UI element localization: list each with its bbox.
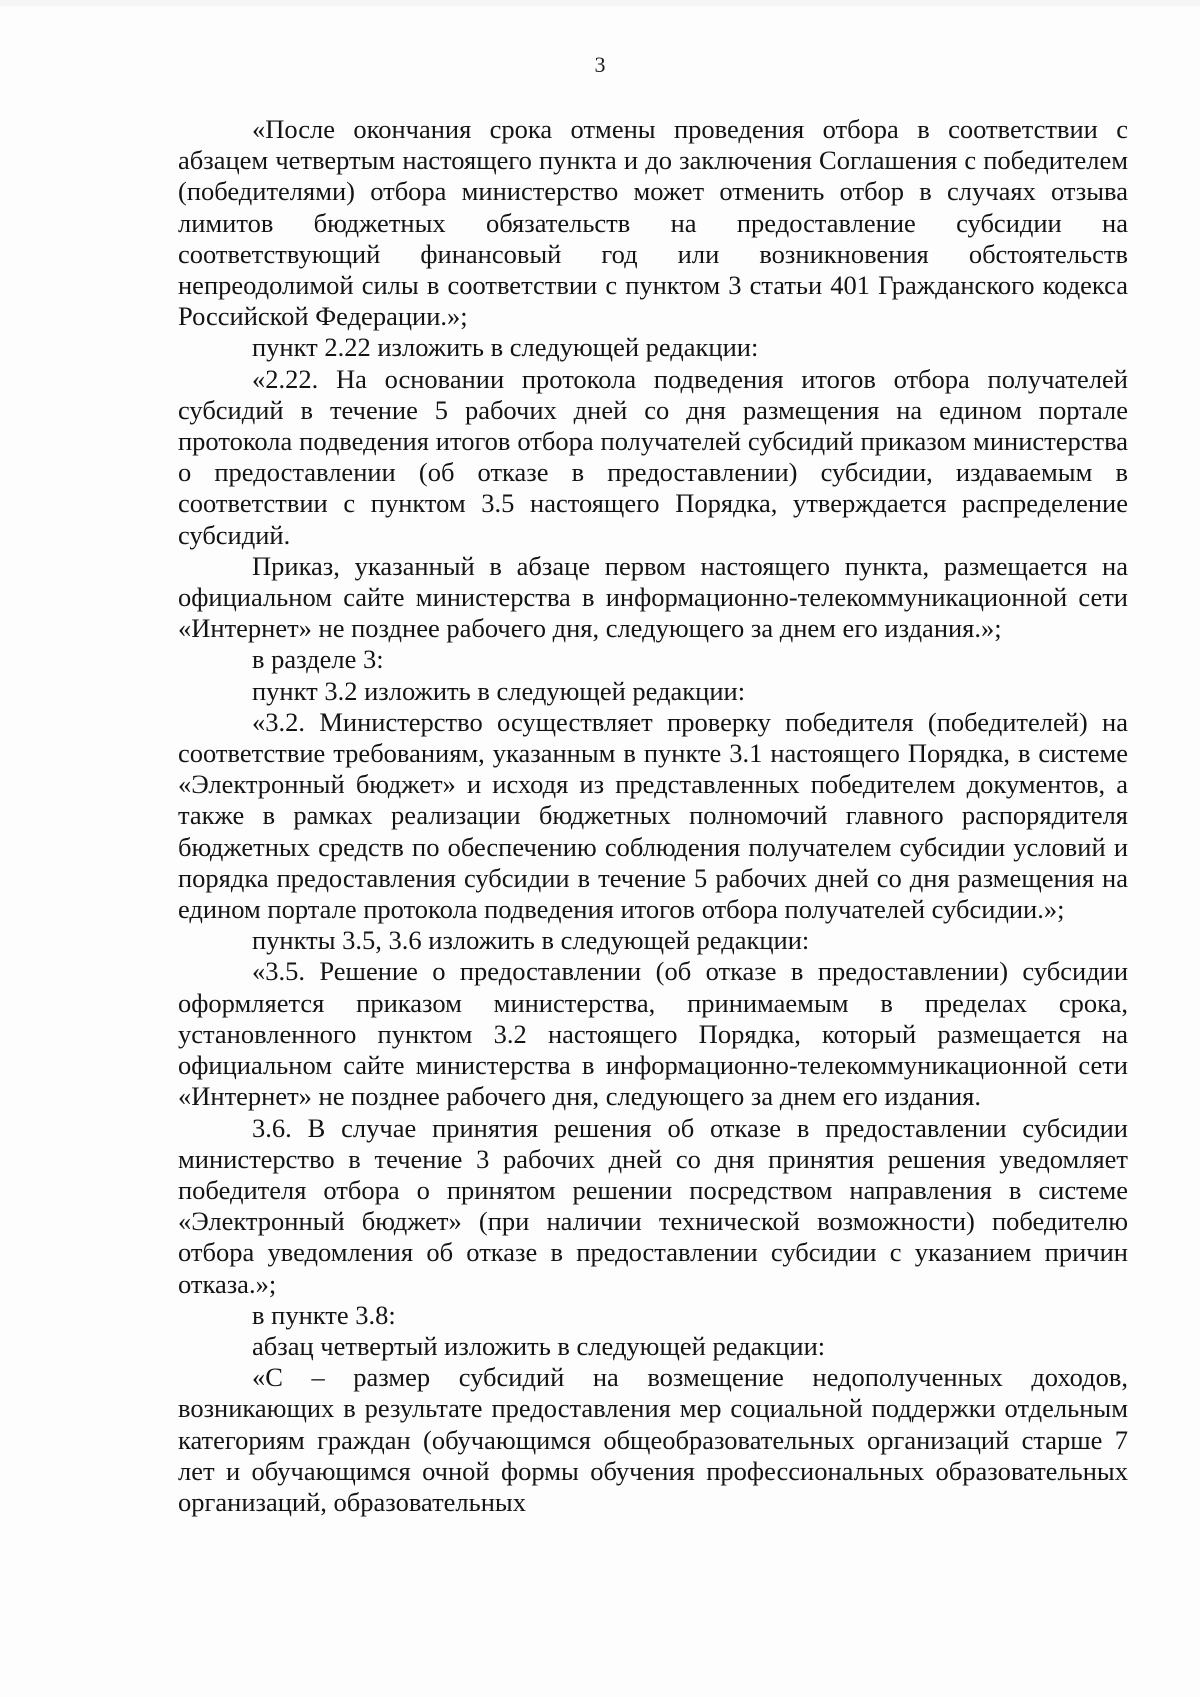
paragraph: в разделе 3: xyxy=(252,644,384,675)
paragraph: «2.22. На основании протокола подведения итогов отбора получателей субсидий в течение 5 рабочих дней со дня размещения на едином портале протокола подведения итогов отбора получателей субсидий приказом министерства о предоставлении (об отказе в предоставлении) субсидии, издаваемым в соответствии с пунктом 3.5 настоящего Порядка, утверждается распределение субсидий. xyxy=(178,363,1128,550)
paragraph: абзац четвертый изложить в следующей редакции: xyxy=(252,1330,826,1361)
paragraph: в пункте 3.8: xyxy=(252,1299,396,1330)
paragraph: пункт 3.2 изложить в следующей редакции: xyxy=(252,675,746,706)
page-number: 3 xyxy=(594,52,606,77)
paragraph: пункты 3.5, 3.6 изложить в следующей редакции: xyxy=(252,925,810,956)
scan-edge xyxy=(0,0,1200,6)
paragraph: «C – размер субсидий на возмещение недополученных доходов, возникающих в результате предоставления мер социальной поддержки отдельным категориям граждан (обучающимся общеобразовательных организаций старше 7 лет и обучающимся очной формы обучения профессиональных образовательных организаций, образовательных xyxy=(178,1362,1128,1517)
paragraph: «После окончания срока отмены проведения отбора в соответствии с абзацем четвертым настоящего пункта и до заключения Соглашения с победителем (победителями) отбора министерство может отменить отбор в случаях отзыва лимитов бюджетных обязательств на предоставление субсидии на соответствующий финансовый год или возникновения обстоятельств непреодолимой силы в соответствии с пунктом 3 статьи 401 Гражданского кодекса Российской Федерации.»; xyxy=(178,114,1128,332)
paragraph: «3.2. Министерство осуществляет проверку победителя (победителей) на соответствие требованиям, указанным в пункте 3.1 настоящего Порядка, в системе «Электронный бюджет» и исходя из представленных победителем документов, а также в рамках реализации бюджетных полномочий главного распорядителя бюджетных средств по обеспечению соблюдения получателем субсидии условий и порядка предоставления субсидии в течение 5 рабочих дней со дня размещения на едином портале протокола подведения итогов отбора получателей субсидии.»; xyxy=(178,706,1128,925)
paragraph: Приказ, указанный в абзаце первом настоящего пункта, размещается на официальном сайте министерства в информационно-телекоммуникационной сети «Интернет» не позднее рабочего дня, следующего за днем его издания.»; xyxy=(178,550,1128,644)
document-body xyxy=(178,114,1128,1518)
paragraph: пункт 2.22 изложить в следующей редакции: xyxy=(252,332,759,363)
paragraph: «3.5. Решение о предоставлении (об отказе в предоставлении) субсидии оформляется приказом министерства, принимаемым в пределах срока, установленного пунктом 3.2 настоящего Порядка, который размещается на официальном сайте министерства в информационно-телекоммуникационной сети «Интернет» не позднее рабочего дня, следующего за днем его издания. xyxy=(178,956,1128,1112)
paragraph: 3.6. В случае принятия решения об отказе в предоставлении субсидии министерство в течение 3 рабочих дней со дня принятия решения уведомляет победителя отбора о принятом решении посредством направления в системе «Электронный бюджет» (при наличии технической возможности) победителю отбора уведомления об отказе в предоставлении субсидии с указанием причин отказа.»; xyxy=(178,1112,1128,1299)
